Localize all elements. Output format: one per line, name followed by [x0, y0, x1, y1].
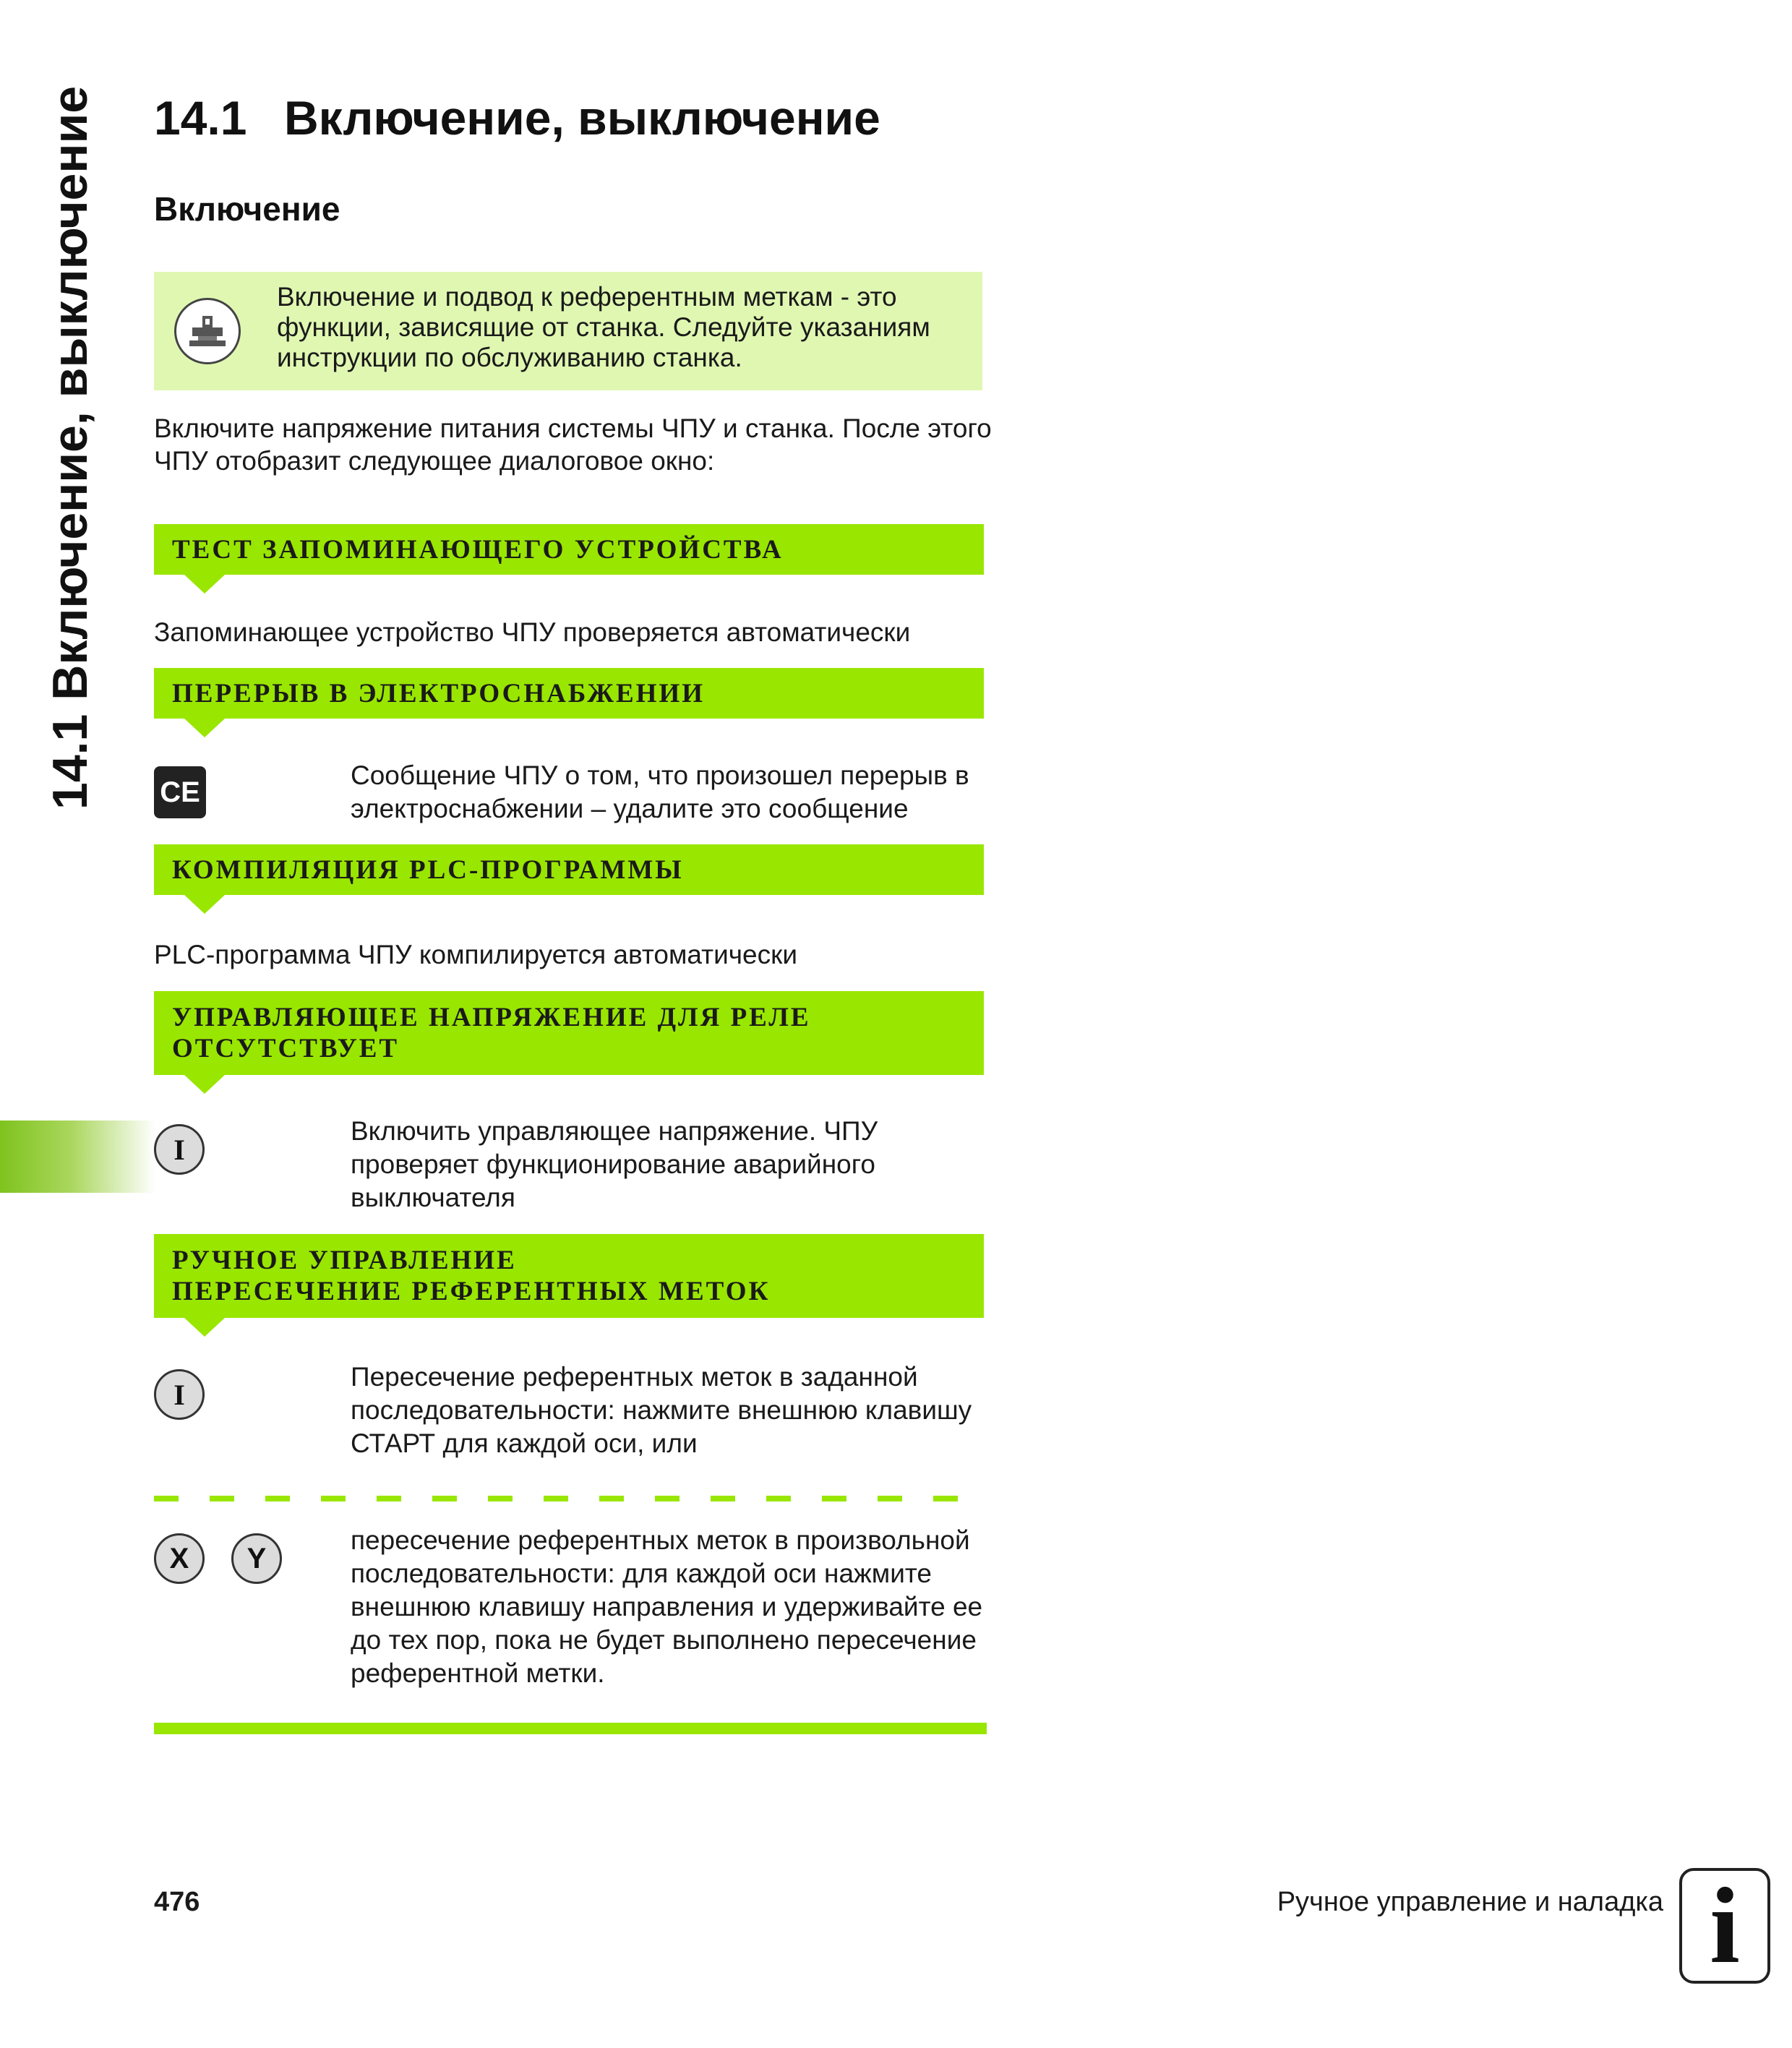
dialog-line: УПРАВЛЯЮЩЕЕ НАПРЯЖЕНИЕ ДЛЯ РЕЛЕ — [172, 1003, 811, 1032]
memory-test-text: Запоминающее устройство ЧПУ проверяется автоматически — [154, 617, 911, 647]
control-voltage-step-text: Включить управляющее напряжение. ЧПУ проверяет функционирование аварийного выключателя — [351, 1116, 878, 1212]
dialog-manual-reference — [154, 1234, 984, 1318]
dialog-relay-voltage — [154, 991, 984, 1075]
section-end-bar — [154, 1723, 987, 1734]
reference-direction-step-text: пересечение референтных меток в произвольной последовательности: для каждой оси нажмите внешнюю клавишу направления и удерживайте ее до тех пор, пока не будет выполнено пересечение референтной метки. — [351, 1525, 983, 1688]
dialog-line: ОТСУТСТВУЕТ — [172, 1034, 400, 1063]
section-title: Включение, выключение — [284, 91, 880, 145]
subheading: Включение — [154, 190, 340, 228]
dialog-memory-test — [154, 524, 984, 575]
ce-key-icon: CE — [154, 766, 206, 818]
page-number: 476 — [154, 1887, 200, 1917]
reference-start-step-text: Пересечение референтных меток в заданной последовательности: нажмите внешнюю клавишу СТАРТ для каждой оси, или — [351, 1362, 972, 1458]
dialog-plc-compile — [154, 844, 984, 895]
machine-function-icon — [174, 298, 241, 364]
section-number: 14.1 — [154, 91, 247, 145]
i-key-icon: I — [154, 1124, 205, 1175]
dialog-line: ПЕРЕРЫВ В ЭЛЕКТРОСНАБЖЕНИИ — [172, 678, 706, 708]
dialog-line: ТЕСТ ЗАПОМИНАЮЩЕГО УСТРОЙСТВА — [172, 534, 784, 565]
page-title — [154, 90, 880, 145]
dialog-line: РУЧНОЕ УПРАВЛЕНИЕ — [172, 1246, 517, 1275]
dialog-line: КОМПИЛЯЦИЯ PLC-ПРОГРАММЫ — [172, 854, 684, 885]
ce-step-text: Сообщение ЧПУ о том, что произошел перерыв в электроснабжении – удалите это сообщение — [351, 760, 969, 823]
dialog-power-interrupted — [154, 668, 984, 719]
x-axis-key-icon: X — [154, 1533, 205, 1584]
machine-note-text: Включение и подвод к референтным меткам - это функции, зависящие от станка. Следуйте указаниям инструкции по обслуживанию станка. — [277, 282, 930, 372]
dialog-line: ПЕРЕСЕЧЕНИЕ РЕФЕРЕНТНЫХ МЕТОК — [172, 1277, 771, 1306]
machine-note-box — [154, 272, 982, 390]
intro-paragraph: Включите напряжение питания системы ЧПУ и станка. После этого ЧПУ отобразит следующее диалоговое окно: — [154, 414, 992, 476]
dashed-separator — [154, 1496, 984, 1501]
i-key-icon: I — [154, 1369, 205, 1420]
plc-compile-text: PLC-программа ЧПУ компилируется автоматически — [154, 940, 797, 969]
chapter-tab-marker — [0, 1121, 155, 1193]
y-axis-key-icon: Y — [231, 1533, 282, 1584]
footer-chapter-title: Ручное управление и наладка — [1277, 1887, 1663, 1917]
side-chapter-title: 14.1 Включение, выключение — [43, 85, 98, 810]
info-icon: i — [1679, 1868, 1770, 1984]
